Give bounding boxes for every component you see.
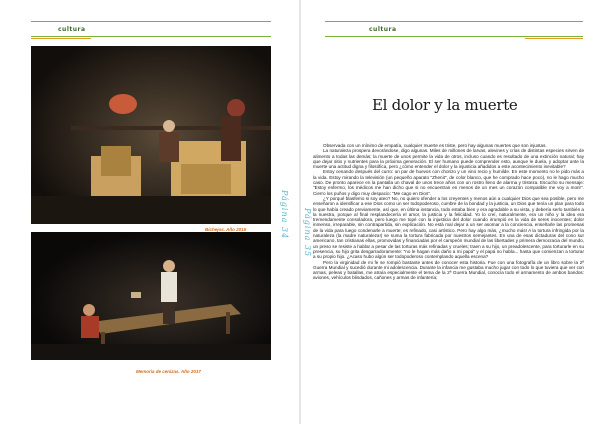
brand-text-right: cultura [369,26,397,33]
photo-caption-1: Bichejos. Año 2015 [205,227,247,232]
stage-photo-bichejos [31,46,271,224]
header-rule-bottom-right [325,36,583,37]
paragraph: Estoy cenando después del curro: un par de huevos con chorizo y un vino recio y humilde. En este momento no le pido más a la vida. Estoy mirando la televisión (un pequeño aparato "Zhenit", de color blanco, que he comprado hace poco), no le hago mucho caso. De pronto aparece en la pantalla un chaval de unos trece años con un rostro lleno de alarma y tristeza. Escucho su mensaje: "Estoy enfermo, los médicos me han dicho que si no encuentran en menos de un mes un corazón compatible me voy a morir". Cierro los puños y digo muy despacio: "Me cago en Dios". [313,169,584,196]
paragraph: ¿Y porqué blasfemo si soy ateo? No, no quiero ofender a los creyentes y menos aún a cualquier Dios que sea posible, pero me enseñaron a identificar a ese Dios como un ser todopoderoso, cumbre de la bondad y la justicia, un Dios que tenía un plan para todo lo que había creado previamente, así que, en última instancia, todo estaba bien y era agradable a su vista, y debería serlo también a la nuestra, porque al final resplandecería el amor, la justicia y la felicidad. Yo lo creí, naturalmente, era un niño y la idea era tremendamente consoladora, pero luego me topé con la injusticia del dolor cuando irrumpió en la vida de seres inocentes; dolor inmenso, irreparable, sin contrapartida, sin explicación. No está mal dejar a un ser asomar a la conciencia, enseñarle las promesas de la vida para luego condenarle a muerte; es refinado, casi artístico. Pero hay algo más, ¿mucho más! A la tortura infringida por la naturaleza (la madre naturaleza!) se suma la tortura fabricada por nuestros semejantes. En una de esas dictaduras del cono sur americano, tan cristianas ellas, promovidas y financiadas por el campeón mundial de las libertades y primera democracia del mundo, un preso se resiste a hablar a pesar de las torturas más refinadas y crueles; traen a su hijo, un preadolescente, para torturarle en su presencia, su hijo grita desgarradoramente: "no le hagan más daño a mi papá" y el papá no habla... hasta que comienzan a torturar a su propio hijo. ¿Acaso hubo algún ser todopoderoso contemplando aquella escena? [313,195,584,260]
header-rule-accent-right [525,38,583,39]
stage-photo-memoria [31,232,271,360]
paragraph: La naturaleza prospera devorándose, digo algunas. Miles de millones de larvas, alevines y crías de distintas especies sirven de alimento a todas las demás; la muerte de unos permite la vida de otros, incluso cuando es resultado de una extinción natural; hay que dejar sitio y nutrientes para la próxima generación. El ser humano puede comprender esto, aunque le duela, y adoptar ante la muerte una actitud digna y filosófica, pero ¿cómo entender el dolor y la injusticia añadidos a este acontecimiento inevitable? [313,148,584,170]
left-page [0,0,299,424]
header-rule-top-right [325,21,583,22]
brand-text: cultura [58,26,86,33]
page-number-right: Página 35 [303,208,312,258]
paragraph: Observada con un mínimo de empatía, cualquier muerte es triste, pero hay algunas muertes que son injustas. [323,143,547,148]
brand-logo-right [369,26,397,33]
header-rule-accent [31,38,91,39]
paragraph: Pero la virginidad de mi fe se rompió bastante antes de conocer esta historia. Fue con una fotografía de un libro sobre la 2ª Guerra Mundial y sucedió durante mi adolescencia. Durante la infancia me gustaba mucho jugar con todo lo que tuviera que ver con armas, peleas y batallas, me atraía especialmente el tema de la 2ª Guerra Mundial, conocía todo el armamento de ambos bandos: aviones, vehículos blindados, cañones y armas de infantería; [313,259,584,281]
header-rule-bottom [31,36,271,37]
photo-caption-2: Memoria de cenizas. Año 2017 [136,369,201,374]
header-rule-top [31,21,271,22]
page-number-left: Página 34 [280,190,289,240]
brand-logo [58,26,86,33]
article-body [313,143,584,281]
article-title: El dolor y la muerte [372,96,518,114]
